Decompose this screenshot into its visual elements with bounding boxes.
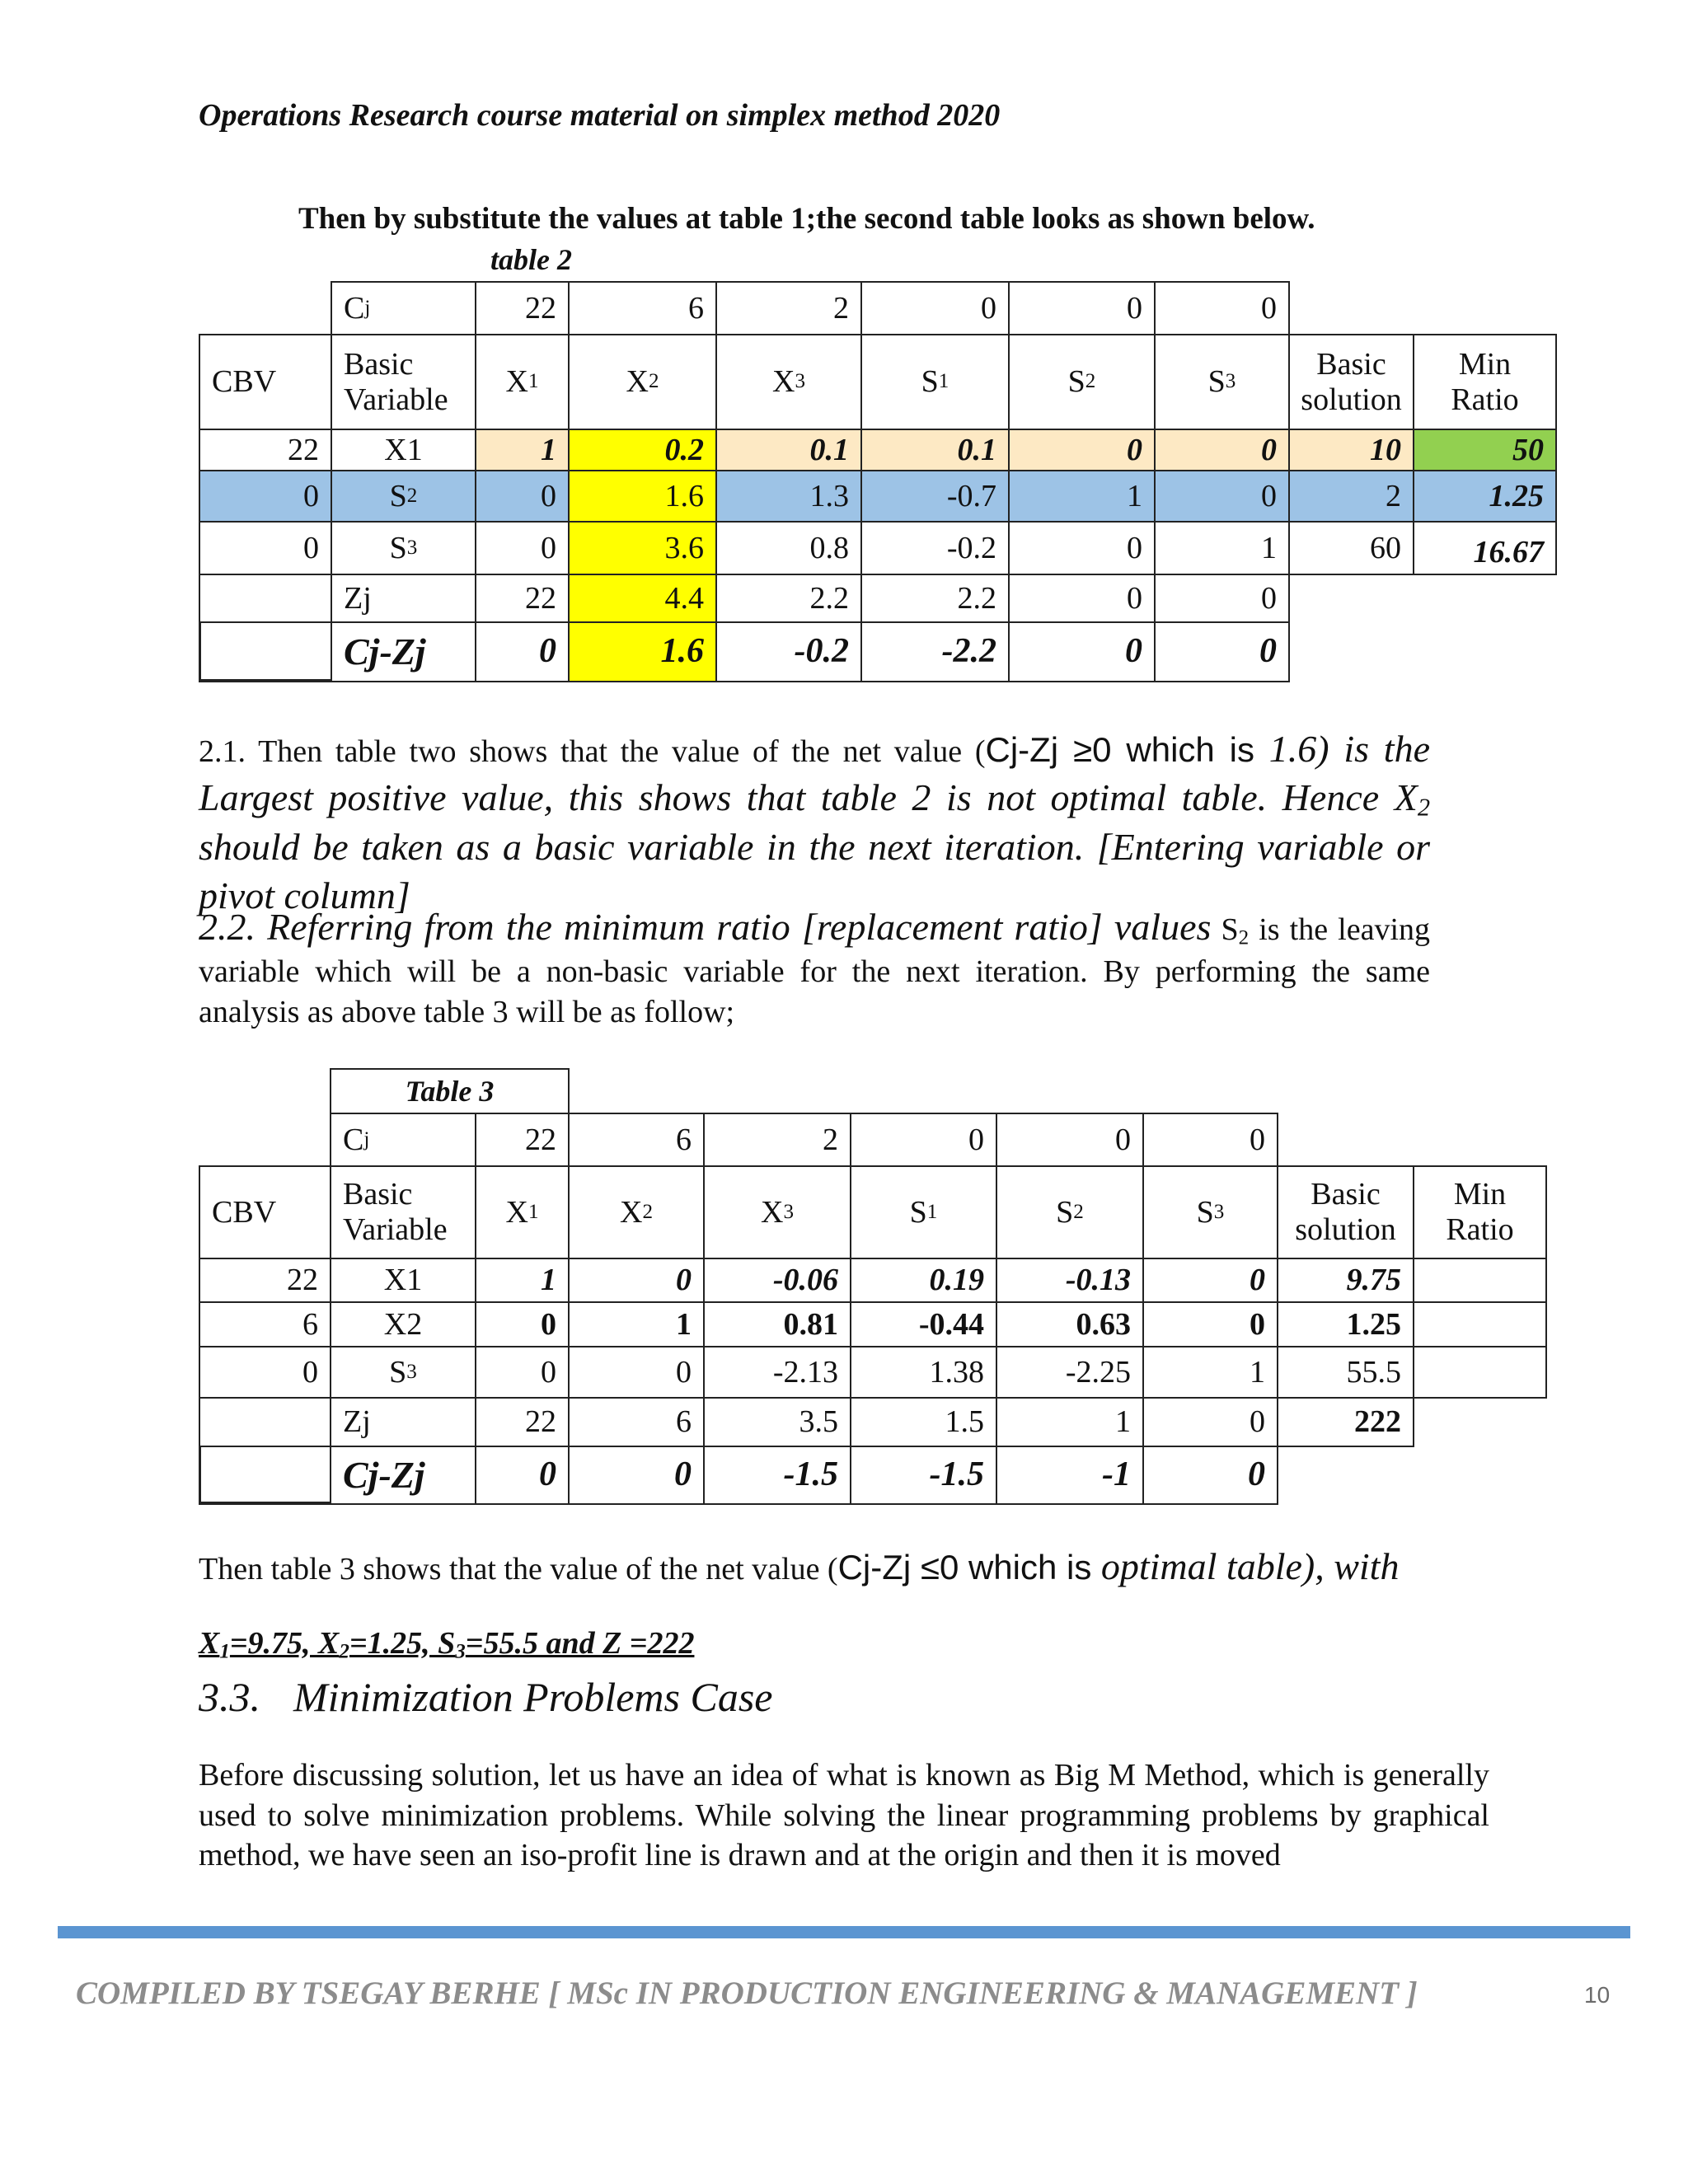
paragraph-conclusion xyxy=(199,1543,1484,1591)
table-cell: 0 xyxy=(475,1301,570,1347)
zj-label: Zj xyxy=(331,574,476,623)
zj-value: 2.2 xyxy=(715,574,862,623)
paragraph-big-m: Before discussing solution, let us have an idea of what is known as Big M Method, which is generally used to solve minimization problems. While solving the linear programming problems by graphical method, we have seen an iso-profit line is drawn and at the origin and then it is moved xyxy=(199,1758,1489,1873)
header-s2: S 2 xyxy=(996,1165,1144,1259)
table-cell: 1 xyxy=(475,1258,570,1303)
header-basic-variable: Basic Variable xyxy=(330,1165,476,1259)
sol-subscript: 1 xyxy=(219,1640,230,1663)
min-ratio-value xyxy=(1413,1346,1547,1399)
objective-value: 222 xyxy=(1277,1397,1414,1447)
pivot-row-cell: 0 xyxy=(1008,429,1156,471)
cjzj-label: Cj-Zj xyxy=(330,1446,476,1505)
empty-cell xyxy=(199,1446,331,1505)
cjzj-value: 0 xyxy=(475,621,570,682)
cj-value: 6 xyxy=(568,1113,705,1167)
header-x3: X 3 xyxy=(715,334,862,430)
cbv-value: 22 xyxy=(199,429,332,471)
cj-value: 0 xyxy=(1154,281,1290,335)
min-ratio-value: 16.67 xyxy=(1413,521,1557,575)
sol-text: =55.5 and Z =222 xyxy=(465,1626,695,1661)
pivot-column-cell: 3.6 xyxy=(568,521,717,575)
cj-value: 2 xyxy=(703,1113,851,1167)
header-text: Basic Variable xyxy=(344,346,448,417)
header-s3: S 3 xyxy=(1142,1165,1278,1259)
table-cell: 0 xyxy=(475,521,570,575)
pivot-column-cell: 1.6 xyxy=(568,470,717,523)
table-cell: 1.38 xyxy=(850,1346,997,1399)
cj-value: 0 xyxy=(860,281,1010,335)
para-text: S xyxy=(1211,912,1239,947)
cj-value: 2 xyxy=(715,281,862,335)
para-formula: Cj-Zj ≥0 which is xyxy=(985,730,1255,769)
zj-value: 0 xyxy=(1154,574,1290,623)
para-text: Then table 3 shows that the value of the net value ( xyxy=(199,1552,838,1586)
sol-subscript: 3 xyxy=(455,1640,466,1663)
table-cell: 0 xyxy=(475,1346,570,1399)
basic-solution-value: 10 xyxy=(1288,429,1414,471)
cjzj-value: -1.5 xyxy=(703,1446,851,1505)
table-cell: 0.81 xyxy=(703,1301,851,1347)
leaving-row-cell: 0 xyxy=(1154,470,1290,523)
cbv-value: 22 xyxy=(199,1258,331,1303)
para-text: 1.6) is the Largest positive value, this shows that table 2 is not optimal table. Hence X xyxy=(199,728,1440,818)
para-subscript: 2 xyxy=(1417,793,1430,822)
pivot-element: 0.2 xyxy=(568,429,717,471)
zj-value: 2.2 xyxy=(860,574,1010,623)
leaving-row-cell: -0.7 xyxy=(860,470,1010,523)
paragraph-2-1 xyxy=(199,725,1440,921)
zj-value: 22 xyxy=(475,1397,570,1447)
min-ratio-value: 50 xyxy=(1413,429,1557,471)
zj-value: 1 xyxy=(996,1397,1144,1447)
para-subscript: 2 xyxy=(1238,926,1250,949)
cj-value: 0 xyxy=(1008,281,1156,335)
cjzj-value: 0 xyxy=(1142,1446,1278,1505)
section-number: 3.3. xyxy=(199,1674,260,1720)
zj-value: 3.5 xyxy=(703,1397,851,1447)
table-3-caption: Table 3 xyxy=(330,1068,570,1114)
para-number: 2.1. xyxy=(199,734,246,769)
cj-label: C j xyxy=(330,1113,476,1167)
cbv-value: 6 xyxy=(199,1301,331,1347)
header-basic-variable xyxy=(331,334,476,430)
cjzj-value: -1 xyxy=(996,1446,1144,1505)
empty-cell xyxy=(199,621,332,682)
header-basic-solution: Basic solution xyxy=(1288,334,1414,430)
table-cell: -0.06 xyxy=(703,1258,851,1303)
cj-value: 22 xyxy=(475,281,570,335)
sol-subscript: 2 xyxy=(339,1640,349,1663)
zj-value: 0 xyxy=(1008,574,1156,623)
header-cbv: CBV xyxy=(199,334,332,430)
min-ratio-value xyxy=(1413,1301,1547,1347)
table-cell: 0.19 xyxy=(850,1258,997,1303)
intro-text: Then by substitute the values at table 1;the second table looks as shown below. xyxy=(298,202,1315,236)
paragraph-2-2 xyxy=(199,903,1438,1032)
para-text: 2.2. Referring from the minimum ratio [replacement ratio] values xyxy=(199,906,1212,948)
header-x2: X 2 xyxy=(568,334,717,430)
sol-text: =9.75, X xyxy=(229,1626,340,1661)
header-x3: X 3 xyxy=(703,1165,851,1259)
pivot-row-cell: 0.1 xyxy=(860,429,1010,471)
table-cell: 1 xyxy=(1142,1346,1278,1399)
basic-variable: X2 xyxy=(330,1301,476,1347)
zj-value: 22 xyxy=(475,574,570,623)
table-cell: 0 xyxy=(1008,521,1156,575)
header-s2: S 2 xyxy=(1008,334,1156,430)
cj-value: 22 xyxy=(475,1113,570,1167)
table-cell: 0.8 xyxy=(715,521,862,575)
cj-value: 0 xyxy=(850,1113,997,1167)
pivot-row-cell: 1 xyxy=(475,429,570,471)
basic-variable: X1 xyxy=(330,1258,476,1303)
page-number: 10 xyxy=(1584,1982,1611,2008)
cjzj-label: Cj-Zj xyxy=(331,621,476,682)
basic-solution-value: 2 xyxy=(1288,470,1414,523)
header-min-ratio: Min Ratio xyxy=(1413,1165,1547,1259)
leaving-row-cell: 1 xyxy=(1008,470,1156,523)
zj-label: Zj xyxy=(330,1397,476,1447)
header-min-ratio: Min Ratio xyxy=(1413,334,1557,430)
sol-text: =1.25, S xyxy=(349,1626,456,1661)
table-cell: -2.13 xyxy=(703,1346,851,1399)
table-cell: 1 xyxy=(568,1301,705,1347)
cjzj-value: -2.2 xyxy=(860,621,1010,682)
sol-text: X xyxy=(199,1626,220,1661)
table-cell: -0.13 xyxy=(996,1258,1144,1303)
basic-variable: S 3 xyxy=(331,521,476,575)
cj-value: 0 xyxy=(1142,1113,1278,1167)
para-text: should be taken as a basic variable in the next iteration. [Entering variable or pivot column] xyxy=(199,776,1440,917)
para-text: optimal table), with xyxy=(1091,1545,1400,1587)
header-s1: S 1 xyxy=(850,1165,997,1259)
empty-cell xyxy=(199,1397,331,1447)
empty-cell xyxy=(199,574,332,623)
section-title: Minimization Problems Case xyxy=(293,1674,773,1720)
table-2-caption: table 2 xyxy=(490,243,572,276)
header-basic-solution: Basic solution xyxy=(1277,1165,1414,1259)
header-cbv: CBV xyxy=(199,1165,331,1259)
table-cell: 0 xyxy=(1142,1258,1278,1303)
table-cell: 0 xyxy=(1142,1301,1278,1347)
cjzj-value: 0 xyxy=(1008,621,1156,682)
min-ratio-value xyxy=(1413,1258,1547,1303)
cj-label: C j xyxy=(331,281,476,335)
leaving-row-cell: 0 xyxy=(475,470,570,523)
cjzj-value: 0 xyxy=(568,1446,705,1505)
cj-value: 0 xyxy=(996,1113,1144,1167)
min-ratio-value: 1.25 xyxy=(1413,470,1557,523)
para-text: Then table two shows that the value of the net value ( xyxy=(246,734,986,769)
basic-variable: S 2 xyxy=(331,470,476,523)
cjzj-value: -0.2 xyxy=(715,621,862,682)
basic-solution-value: 1.25 xyxy=(1277,1301,1414,1347)
table-cell: -2.25 xyxy=(996,1346,1144,1399)
table-cell: 0.63 xyxy=(996,1301,1144,1347)
table-cell: 0 xyxy=(568,1258,705,1303)
cbv-value: 0 xyxy=(199,470,332,523)
cjzj-value: 1.6 xyxy=(568,621,717,682)
basic-solution-value: 9.75 xyxy=(1277,1258,1414,1303)
zj-value: 1.5 xyxy=(850,1397,997,1447)
running-header: Operations Research course material on simplex method 2020 xyxy=(199,98,1001,133)
table-cell: 0 xyxy=(568,1346,705,1399)
cjzj-value: 0 xyxy=(1154,621,1290,682)
pivot-row-cell: 0 xyxy=(1154,429,1290,471)
table-cell: 1 xyxy=(1154,521,1290,575)
table-cell: -0.2 xyxy=(860,521,1010,575)
basic-solution-value: 55.5 xyxy=(1277,1346,1414,1399)
header-x1: X 1 xyxy=(475,1165,570,1259)
header-s1: S 1 xyxy=(860,334,1010,430)
footer-divider xyxy=(58,1926,1630,1938)
header-s3: S 3 xyxy=(1154,334,1290,430)
header-x1: X 1 xyxy=(475,334,570,430)
zj-value: 4.4 xyxy=(568,574,717,623)
section-heading xyxy=(199,1673,772,1721)
para-formula: Cj-Zj ≤0 which is xyxy=(837,1548,1092,1586)
pivot-row-cell: 0.1 xyxy=(715,429,862,471)
cbv-value: 0 xyxy=(199,1346,331,1399)
optimal-solution xyxy=(199,1625,694,1664)
zj-value: 0 xyxy=(1142,1397,1278,1447)
table-cell: -0.44 xyxy=(850,1301,997,1347)
cjzj-value: -1.5 xyxy=(850,1446,997,1505)
basic-variable: S 3 xyxy=(330,1346,476,1399)
basic-solution-value: 60 xyxy=(1288,521,1414,575)
footer-text: COMPILED BY TSEGAY BERHE [ MSc IN PRODUCTION ENGINEERING & MANAGEMENT ] xyxy=(76,1975,1418,2011)
cj-value: 6 xyxy=(568,281,717,335)
cbv-value: 0 xyxy=(199,521,332,575)
para-text: is the leaving variable which will be a non-basic variable for the next iteration. By performing the same analysis as above table 3 will be as follow; xyxy=(199,912,1438,1029)
zj-value: 6 xyxy=(568,1397,705,1447)
basic-variable: X1 xyxy=(331,429,476,471)
leaving-row-cell: 1.3 xyxy=(715,470,862,523)
cjzj-value: 0 xyxy=(475,1446,570,1505)
header-x2: X 2 xyxy=(568,1165,705,1259)
